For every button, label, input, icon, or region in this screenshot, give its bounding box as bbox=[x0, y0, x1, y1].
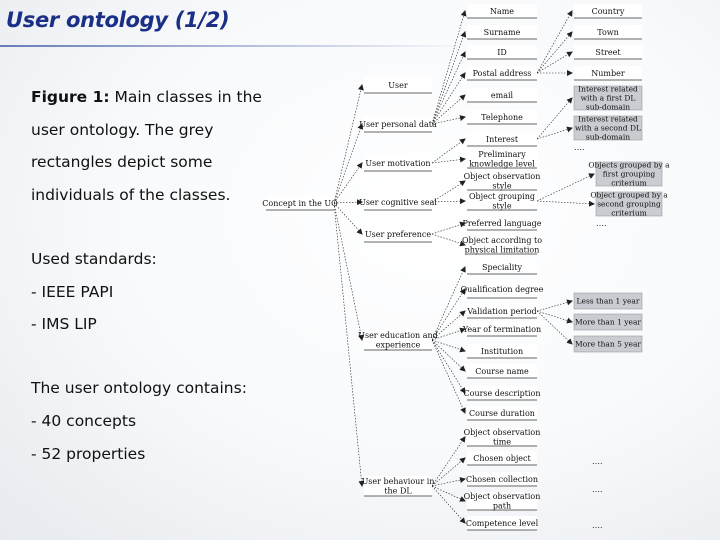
node-label: Postal address bbox=[472, 68, 532, 78]
node-label: style bbox=[492, 181, 512, 191]
individual-interest-related-with-a-first-dl-sub-dom bbox=[574, 85, 642, 112]
concept-user-education-and-experience bbox=[358, 330, 438, 350]
concept-preferred-language bbox=[462, 216, 541, 230]
node-label: Interest related bbox=[578, 114, 638, 124]
concept-chosen-collection bbox=[466, 472, 538, 486]
concept-course-description bbox=[464, 386, 541, 400]
node-label: Course name bbox=[475, 366, 529, 376]
node-label: experience bbox=[375, 340, 421, 350]
node-label: time bbox=[492, 437, 512, 447]
standards-heading: Used standards: bbox=[31, 250, 157, 268]
node-label: Preliminary bbox=[478, 150, 526, 160]
relation-arrow bbox=[432, 117, 465, 124]
relation-arrow bbox=[432, 201, 465, 202]
figure-caption-line: user ontology. The grey bbox=[31, 121, 214, 139]
node-label: knowledge level bbox=[469, 159, 535, 169]
relation-arrow bbox=[537, 301, 572, 311]
node-label: Number bbox=[591, 68, 625, 78]
node-label: More than 5 year bbox=[574, 339, 642, 349]
node-label: sub-domain bbox=[585, 132, 631, 142]
relation-arrow bbox=[432, 223, 465, 234]
node-label: Town bbox=[597, 27, 619, 37]
standard-item: - IMS LIP bbox=[31, 315, 97, 333]
node-label: Course description bbox=[463, 388, 541, 398]
individual-more-than-5-year bbox=[574, 336, 642, 352]
relation-arrow bbox=[537, 11, 572, 73]
node-label: User personal data bbox=[359, 119, 437, 129]
concept-object-grouping-style bbox=[467, 192, 537, 211]
node-label: criterium bbox=[611, 208, 647, 218]
concept-qualification-degree bbox=[461, 280, 544, 298]
concept-competence-level bbox=[466, 516, 539, 530]
relation-arrow bbox=[432, 486, 465, 523]
relation-arrow bbox=[432, 52, 465, 124]
contains-item: - 52 properties bbox=[31, 445, 146, 463]
concept-speciality bbox=[467, 260, 537, 274]
relation-arrow bbox=[537, 201, 594, 204]
relation-arrow bbox=[537, 32, 572, 73]
concept-chosen-object bbox=[467, 451, 537, 465]
node-label: Institution bbox=[480, 346, 524, 356]
node-label: Object according to bbox=[461, 236, 543, 246]
relation-arrow bbox=[432, 181, 465, 202]
node-label: Competence level bbox=[465, 518, 539, 528]
relation-arrow bbox=[432, 340, 465, 393]
node-label: User behaviour in bbox=[361, 477, 435, 487]
individual-less-than-1-year bbox=[574, 293, 642, 309]
concept-object-observation-path bbox=[464, 492, 541, 511]
node-label: User preference bbox=[364, 229, 432, 239]
node-label: Course duration bbox=[469, 408, 535, 418]
node-label: the DL bbox=[384, 486, 412, 496]
relation-arrow bbox=[537, 52, 572, 73]
node-label: Object grouped by a bbox=[590, 190, 668, 200]
node-label: User cognitive seal bbox=[359, 197, 437, 207]
contains-heading: The user ontology contains: bbox=[31, 379, 247, 397]
relation-arrow bbox=[334, 85, 362, 203]
concept-user-motivation bbox=[364, 155, 432, 171]
concept-name bbox=[467, 4, 537, 18]
node-label: Object observation bbox=[463, 492, 541, 502]
node-label: Object observation bbox=[463, 172, 541, 182]
standard-item: - IEEE PAPI bbox=[31, 283, 114, 301]
node-label: with a second DL bbox=[575, 123, 641, 133]
node-label: User bbox=[388, 80, 408, 90]
relation-arrow bbox=[432, 11, 465, 124]
relation-arrow bbox=[432, 73, 465, 124]
node-label: More than 1 year bbox=[574, 317, 642, 327]
node-label: physical limitation bbox=[464, 245, 540, 255]
node-label: Speciality bbox=[482, 262, 522, 272]
more-individuals-ellipsis: …. bbox=[592, 485, 603, 494]
node-label: Interest bbox=[485, 134, 519, 144]
more-individuals-ellipsis: …. bbox=[592, 457, 603, 466]
contains-item: - 40 concepts bbox=[31, 412, 137, 430]
more-individuals-ellipsis: …. bbox=[592, 521, 603, 530]
concept-institution bbox=[467, 344, 537, 358]
node-label: Chosen object bbox=[473, 453, 531, 463]
relation-arrow bbox=[334, 163, 362, 203]
more-individuals-ellipsis: …. bbox=[596, 219, 607, 228]
node-label: Qualification degree bbox=[460, 284, 544, 294]
node-label: criterium bbox=[611, 178, 647, 188]
node-label: Street bbox=[595, 47, 621, 57]
figure-caption-line: individuals of the classes. bbox=[31, 186, 231, 204]
node-label: Objects grouped by a bbox=[588, 160, 670, 170]
node-label: Concept in the UO bbox=[262, 198, 338, 208]
relation-arrow bbox=[537, 128, 572, 139]
figure-caption-label: Figure 1: bbox=[31, 88, 110, 106]
concept-town bbox=[574, 25, 642, 39]
relation-arrow bbox=[334, 202, 362, 203]
relation-arrow bbox=[432, 437, 465, 486]
node-label: Interest related bbox=[578, 84, 638, 94]
concept-user bbox=[364, 77, 432, 93]
relation-arrow bbox=[432, 458, 465, 486]
concept-object-according-to-physical-limitation bbox=[462, 236, 542, 255]
node-label: User education and bbox=[358, 331, 438, 341]
node-label: ID bbox=[497, 47, 507, 57]
concept-year-of-termination bbox=[462, 322, 541, 336]
node-label: Validation period bbox=[467, 306, 537, 316]
node-label: Surname bbox=[483, 27, 521, 37]
relation-arrow bbox=[334, 203, 362, 234]
relation-arrow bbox=[432, 340, 465, 351]
concept-concept-in-the-uo bbox=[262, 196, 338, 210]
node-label: path bbox=[492, 501, 512, 511]
individual-object-grouped-by-a-second-grouping-crit bbox=[590, 191, 668, 218]
node-label: Less than 1 year bbox=[576, 296, 640, 306]
concept-interest bbox=[467, 132, 537, 146]
relation-arrow bbox=[334, 124, 362, 203]
node-label: Preferred language bbox=[462, 218, 542, 228]
relation-arrow bbox=[432, 32, 465, 124]
relation-arrow bbox=[537, 311, 572, 344]
concept-course-name bbox=[467, 364, 537, 378]
relation-arrow bbox=[537, 311, 572, 322]
figure-caption-text: Main classes in the bbox=[109, 88, 262, 106]
node-label: first grouping bbox=[602, 169, 656, 179]
figure-caption-line: rectangles depict some bbox=[31, 153, 213, 171]
concept-postal-address bbox=[467, 66, 537, 80]
node-label: Object observation bbox=[463, 428, 541, 438]
relation-arrow bbox=[432, 234, 465, 245]
concept-country bbox=[574, 4, 642, 18]
relation-arrow bbox=[432, 479, 465, 486]
node-label: sub-domain bbox=[585, 102, 631, 112]
concept-user-behaviour-in-the-dl bbox=[362, 476, 435, 496]
concept-street bbox=[574, 45, 642, 59]
relation-arrow bbox=[334, 203, 362, 486]
node-label: second grouping bbox=[597, 199, 661, 209]
concept-course-duration bbox=[467, 406, 537, 420]
individual-more-than-1-year bbox=[574, 314, 642, 330]
slide-title: User ontology (1/2) bbox=[6, 8, 230, 32]
node-label: email bbox=[490, 90, 514, 100]
individual-interest-related-with-a-second-dl-sub-do bbox=[574, 115, 642, 142]
relation-arrow bbox=[537, 174, 594, 201]
node-label: with a first DL bbox=[580, 93, 636, 103]
concept-surname bbox=[467, 25, 537, 39]
concept-id bbox=[467, 45, 537, 59]
node-label: Telephone bbox=[481, 112, 523, 122]
relation-arrow bbox=[432, 486, 465, 501]
concept-preliminary-knowledge-level bbox=[467, 150, 537, 169]
individual-objects-grouped-by-a-first-grouping-crit bbox=[588, 161, 670, 188]
relation-arrow bbox=[334, 203, 362, 340]
node-label: Chosen collection bbox=[466, 474, 538, 484]
concept-email bbox=[467, 88, 537, 102]
concept-user-preference bbox=[364, 226, 432, 242]
more-individuals-ellipsis: …. bbox=[574, 143, 585, 152]
relation-arrow bbox=[432, 267, 465, 340]
node-label: Name bbox=[489, 6, 515, 16]
relation-arrow bbox=[537, 98, 572, 139]
node-label: style bbox=[492, 201, 512, 211]
concept-object-observation-style bbox=[464, 172, 541, 191]
concept-object-observation-time bbox=[464, 428, 541, 447]
node-label: Country bbox=[591, 6, 625, 16]
node-label: Year of termination bbox=[462, 324, 542, 334]
concept-validation-period bbox=[466, 304, 537, 318]
node-label: Object grouping bbox=[469, 192, 535, 202]
concept-telephone bbox=[467, 110, 537, 124]
concept-user-cognitive-seal bbox=[359, 194, 437, 210]
concept-user-personal-data bbox=[359, 116, 437, 132]
relation-arrow bbox=[432, 340, 465, 413]
node-label: User motivation bbox=[365, 158, 431, 168]
concept-number bbox=[574, 66, 642, 80]
